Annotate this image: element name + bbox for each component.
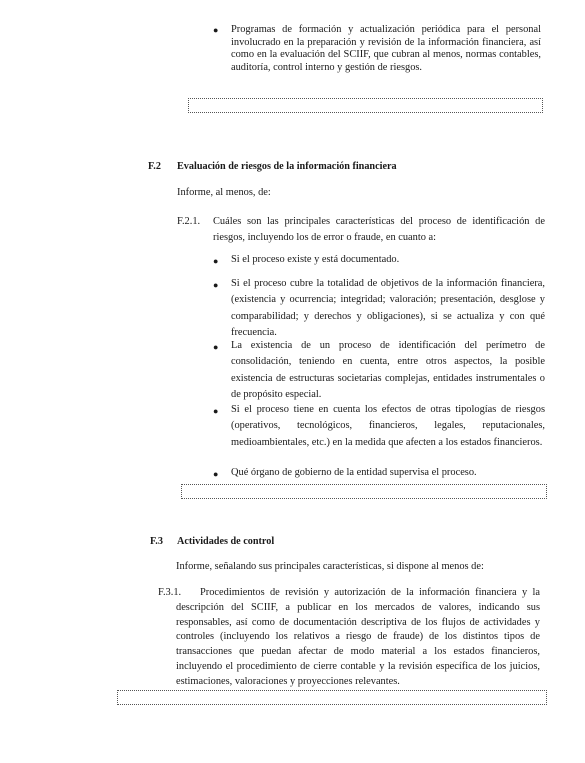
item-text-f21: Cuáles son las principales características del proceso de identificación de riesgos, incluyendo los de error o fraude, en cuanto a: (213, 216, 545, 244)
bullet-icon: ● (213, 25, 219, 35)
section-intro-f3: Informe, señalando sus principales características, si dispone al menos de: (176, 561, 484, 572)
section-title-f3: Actividades de control (177, 536, 275, 547)
section-title-f2: Evaluación de riesgos de la información financiera (177, 161, 397, 172)
risk-bullet-2: Si el proceso cubre la totalidad de objetivos de la información financiera, (existencia y ocurrencia; integridad; valoración; presentación, desglose y comparabilidad; y derechos y obligaciones), si se actualiza y con qué frecuencia. (231, 278, 545, 338)
item-code-f21: F.2.1. (177, 216, 201, 227)
section-code-f3: F.3 (150, 536, 163, 547)
section-intro-f2: Informe, al menos, de: (177, 187, 271, 198)
bullet-icon: ● (213, 280, 219, 290)
answer-box-control[interactable] (117, 690, 547, 705)
bullet-icon: ● (213, 342, 219, 352)
item-text-f31: Procedimientos de revisión y autorización de la información financiera y la descripción del SCIIF, a publicar en los mercados de valores, indicando sus responsables, así como de documentación descriptiva de los flujos de actividades y controles (incluyendo los relativos a riesgo de fraude) de los distintos tipos de transacciones que puedan afectar de modo material a los estados financieros, incluyendo el procedimiento de cierre contable y la revisión específica de los juicios, estimaciones, valoraciones y proyecciones relevantes. (176, 587, 540, 687)
answer-box-training[interactable] (188, 98, 543, 113)
answer-box-risk[interactable] (181, 484, 547, 499)
risk-bullet-5: Qué órgano de gobierno de la entidad supervisa el proceso. (231, 467, 477, 478)
bullet-icon: ● (213, 406, 219, 416)
section-code-f2: F.2 (148, 161, 161, 172)
risk-bullet-4: Si el proceso tiene en cuenta los efectos de otras tipologías de riesgos (operativos, tecnológicos, financieros, legales, reputacionales, medioambientales, etc.) en la medida que afecten a los estados financieros. (231, 404, 545, 448)
item-code-f31: F.3.1. (158, 587, 182, 598)
training-bullet-text: Programas de formación y actualización periódica para el personal involucrado en la preparación y revisión de la información financiera, así como en la evaluación del SCIIF, que cubran al menos, normas contables, auditoría, control interno y gestión de riesgos. (231, 24, 541, 73)
risk-bullet-1: Si el proceso existe y está documentado. (231, 254, 400, 265)
bullet-icon: ● (213, 256, 219, 266)
bullet-icon: ● (213, 469, 219, 479)
risk-bullet-3: La existencia de un proceso de identificación del perímetro de consolidación, teniendo en cuenta, entre otros aspectos, la posible existencia de estructuras societarias complejas, entidades instrumentales o de propósito especial. (231, 340, 545, 400)
